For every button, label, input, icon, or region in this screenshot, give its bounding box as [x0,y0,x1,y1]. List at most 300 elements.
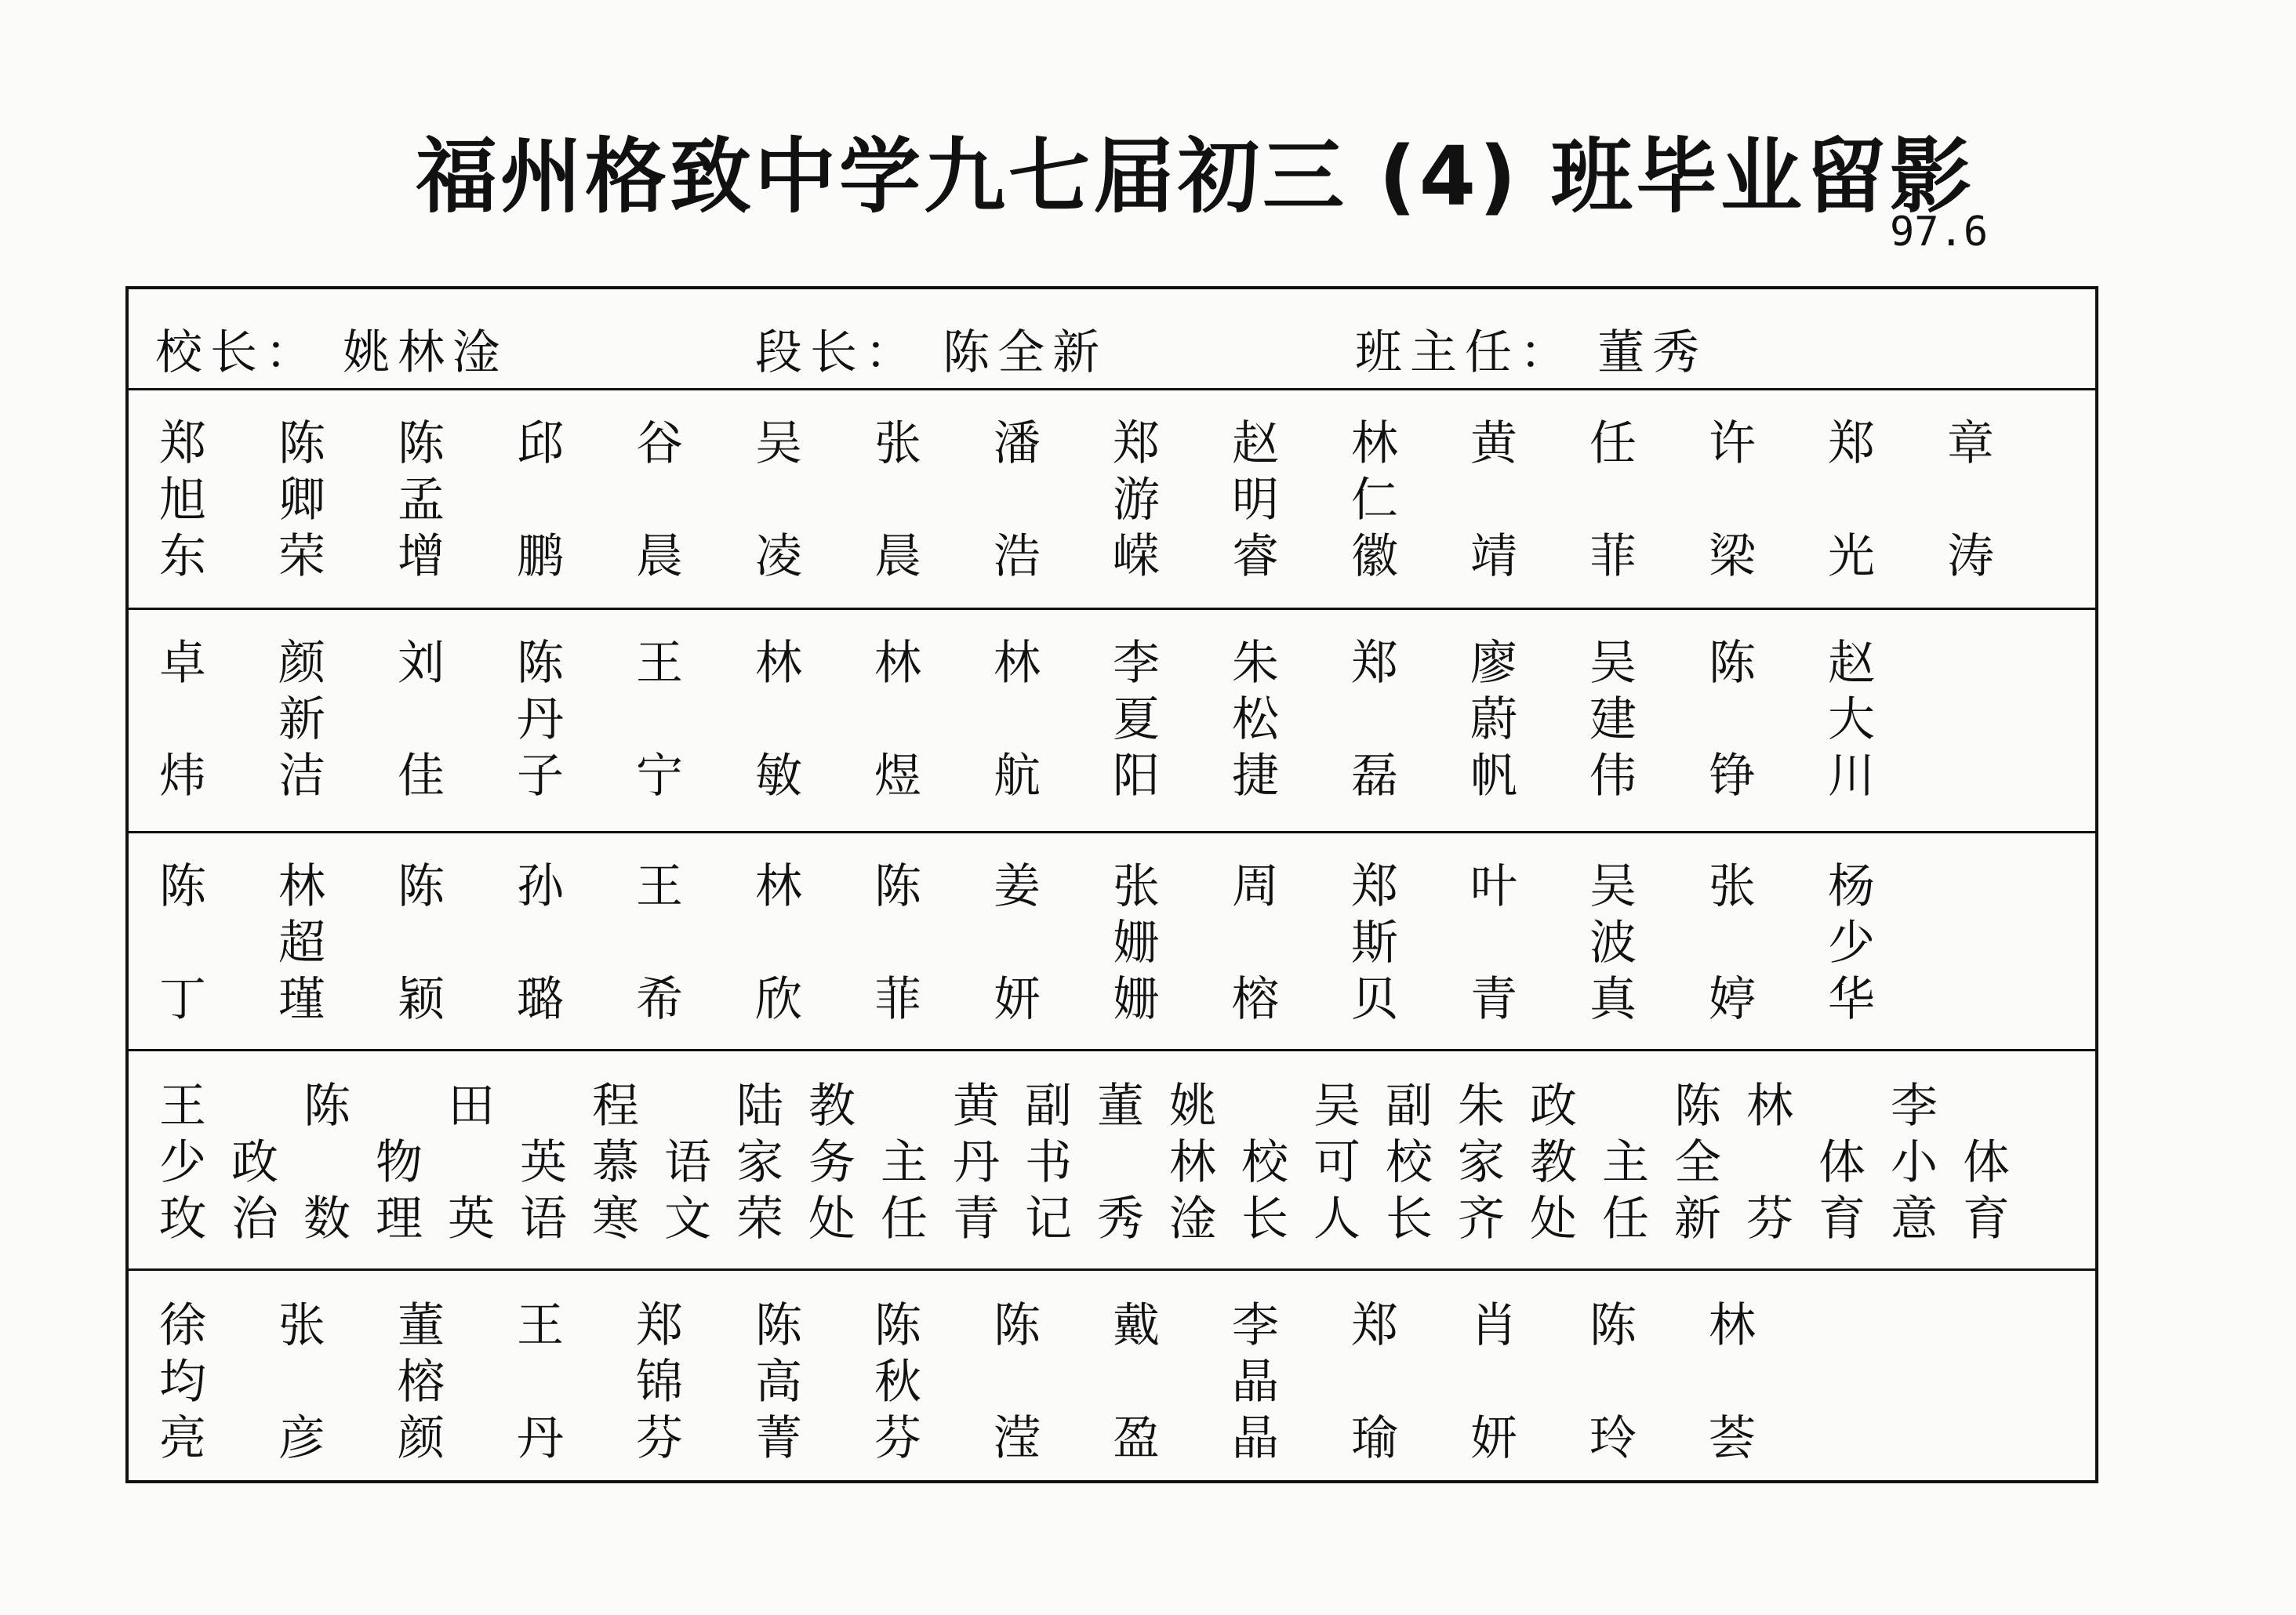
name-char [1584,1354,1642,1410]
teacher-char [659,1078,717,1134]
teacher-char: 陆 [736,1079,783,1134]
name-entry [392,416,450,585]
name-entry [1822,858,1880,1028]
teacher-char [298,1134,356,1191]
teacher-column [1813,1078,1871,1247]
teacher-char [1741,1134,1799,1191]
name-char [511,472,569,528]
name-char: 子 [517,749,564,804]
name-char: 锦 [636,1355,683,1410]
name-char: 陈 [398,859,445,914]
name-char: 鹏 [517,529,564,584]
name-char: 林 [1351,416,1398,471]
teacher-column [731,1078,789,1247]
name-char [1703,1354,1761,1410]
teacher-char: 吴 [1313,1079,1361,1134]
name-char: 颜 [278,636,325,691]
name-entry [869,635,927,804]
teacher-char: 数 [303,1192,351,1247]
teacher-char: 朱 [1458,1079,1505,1134]
name-char: 郑 [1351,1298,1398,1353]
name-entry [750,416,808,585]
teacher-char [1597,1078,1655,1134]
name-entry [1822,635,1880,804]
teacher-column [947,1078,1005,1247]
name-entry [630,858,688,1028]
name-char: 磊 [1351,749,1398,804]
teacher-char: 青 [953,1192,1000,1247]
name-char: 戴 [1113,1298,1160,1353]
name-char [154,691,212,748]
name-entry [630,416,688,585]
name-char: 陈 [1709,636,1756,691]
name-char: 姗 [1113,916,1160,971]
teacher-char: 李 [1891,1079,1938,1134]
teacher-char: 陈 [1674,1079,1721,1134]
name-char [750,691,808,748]
name-char: 肖 [1470,1298,1517,1353]
name-char: 王 [517,1298,564,1353]
name-char: 章 [1947,416,1994,471]
name-entry [511,416,569,585]
name-char: 榕 [1232,972,1279,1027]
teacher-char: 体 [1963,1135,2010,1190]
name-char: 游 [1113,473,1160,528]
teacher-column [1164,1078,1222,1247]
name-char [630,915,688,971]
name-char: 涛 [1947,529,1994,584]
divider [125,1268,2098,1271]
name-char: 赵 [1828,636,1875,691]
teacher-char [226,1078,284,1134]
teacher-char: 育 [1963,1192,2010,1247]
name-char [154,915,212,971]
name-char [988,915,1046,971]
name-char: 凌 [755,529,802,584]
name-char [869,691,927,748]
name-char: 斯 [1351,916,1398,971]
name-char: 菲 [874,972,921,1027]
name-char: 郑 [1351,859,1398,914]
name-entry [1822,416,1880,585]
name-char: 新 [278,692,325,747]
name-char: 真 [1589,972,1637,1027]
page-title: 福州格致中学九七届初三 (4) 班毕业留影 [416,129,1974,224]
name-char [988,472,1046,528]
name-char: 建 [1589,692,1637,747]
name-entry [1703,416,1761,585]
name-entry [273,416,331,585]
name-entry [988,1297,1046,1467]
name-char: 炜 [159,749,206,804]
teacher-column [1669,1078,1727,1247]
name-char [1703,691,1761,748]
name-entry [1346,858,1404,1028]
name-char: 晨 [636,529,683,584]
teacher-char: 教 [808,1079,856,1134]
name-char: 林 [994,636,1041,691]
name-char: 超 [278,916,325,971]
name-entry [750,1297,808,1467]
name-char [750,472,808,528]
name-char: 赵 [1232,416,1279,471]
teacher-char [1236,1078,1294,1134]
teacher-char: 处 [1530,1192,1577,1247]
name-char: 许 [1709,416,1756,471]
name-char [1107,1354,1165,1410]
name-char: 徐 [159,1298,206,1353]
name-char: 盈 [1113,1411,1160,1466]
name-char: 郑 [636,1298,683,1353]
name-char: 晶 [1232,1355,1279,1410]
name-char: 廖 [1470,636,1517,691]
teacher-column [1524,1078,1582,1247]
name-char [750,915,808,971]
name-entry [1584,635,1642,804]
teacher-char: 程 [592,1079,639,1134]
name-char: 王 [636,636,683,691]
name-entry [392,635,450,804]
name-char: 丁 [159,972,206,1027]
name-char: 姜 [994,859,1041,914]
name-char [988,691,1046,748]
teacher-char: 记 [1025,1192,1072,1247]
name-char: 贝 [1351,972,1398,1027]
name-entry [273,635,331,804]
teacher-column [1380,1078,1438,1247]
name-entry [750,635,808,804]
name-char: 陈 [874,1298,921,1353]
teacher-column [587,1078,645,1247]
name-char: 川 [1828,749,1875,804]
name-char: 洁 [278,749,325,804]
teacher-char: 政 [1530,1079,1577,1134]
name-char: 邱 [517,416,564,471]
name-char: 瑾 [278,972,325,1027]
name-entry [869,416,927,585]
name-entry [869,858,927,1028]
teacher-char: 荣 [736,1192,783,1247]
name-entry [1226,635,1284,804]
teacher-column [1741,1078,1799,1247]
teacher-char: 齐 [1458,1192,1505,1247]
name-char [869,915,927,971]
name-entry [1942,416,2000,585]
teacher-char: 理 [376,1192,423,1247]
teacher-char: 教 [1530,1135,1577,1190]
teacher-char: 处 [808,1192,856,1247]
name-char: 叶 [1470,859,1517,914]
name-char [1226,915,1284,971]
name-char: 陈 [874,859,921,914]
name-char [1465,915,1523,971]
name-char: 吴 [1589,636,1637,691]
teacher-column [1092,1078,1150,1247]
name-char: 林 [278,859,325,914]
name-char: 孟 [398,473,445,528]
name-char: 朱 [1232,636,1279,691]
teacher-column [1308,1078,1366,1247]
name-char: 卓 [159,636,206,691]
name-char: 任 [1589,416,1637,471]
teacher-char: 物 [376,1135,423,1190]
name-char: 明 [1232,473,1279,528]
name-char: 郑 [1113,416,1160,471]
name-entry [273,858,331,1028]
teacher-char: 寒 [592,1192,639,1247]
name-char: 陈 [278,416,325,471]
name-entry [154,635,212,804]
name-char: 菲 [1589,529,1637,584]
name-entry [511,635,569,804]
name-char: 旭 [159,473,206,528]
teacher-column [1957,1078,2015,1247]
name-char: 青 [1470,972,1517,1027]
name-entry [1703,1297,1761,1467]
name-char: 荣 [278,529,325,584]
name-char: 嵘 [1113,529,1160,584]
name-char: 少 [1828,916,1875,971]
name-char: 滢 [994,1411,1041,1466]
name-entry [1226,416,1284,585]
teacher-char: 慕 [592,1135,639,1190]
name-entry [1584,416,1642,585]
teacher-column [226,1078,284,1247]
name-char: 孙 [517,859,564,914]
name-entry [273,1297,331,1467]
teacher-char: 语 [664,1135,711,1190]
name-char: 董 [398,1298,445,1353]
teacher-char: 务 [808,1135,856,1190]
name-entry [1465,635,1523,804]
name-entry [1703,858,1761,1028]
teacher-char [1957,1078,2015,1134]
name-entry [1226,858,1284,1028]
name-char: 黄 [1470,416,1517,471]
teacher-char: 任 [881,1192,928,1247]
name-char: 晨 [874,529,921,584]
teacher-char: 校 [1241,1135,1288,1190]
name-char: 浩 [994,529,1041,584]
name-char: 夏 [1113,692,1160,747]
teacher-char: 体 [1818,1135,1866,1190]
name-entry [1107,1297,1165,1467]
name-char [392,691,450,748]
name-char: 铮 [1709,749,1756,804]
name-char: 芬 [874,1411,921,1466]
name-char: 佳 [398,749,445,804]
name-entry [1584,1297,1642,1467]
name-entry [630,1297,688,1467]
teacher-column [1236,1078,1294,1247]
teacher-char [514,1078,572,1134]
name-char: 增 [398,529,445,584]
name-entry [154,858,212,1028]
teacher-char: 田 [448,1079,495,1134]
name-char [630,691,688,748]
teacher-column [1597,1078,1655,1247]
name-char: 捷 [1232,749,1279,804]
name-char [1346,1354,1404,1410]
name-char: 蔚 [1470,692,1517,747]
name-char: 郑 [1351,636,1398,691]
name-char: 陈 [517,636,564,691]
teacher-column [514,1078,572,1247]
name-char: 吴 [755,416,802,471]
name-char: 亮 [159,1411,206,1466]
name-entry [1465,1297,1523,1467]
name-char: 吴 [1589,859,1637,914]
name-char: 荟 [1709,1411,1756,1466]
name-entry [1465,416,1523,585]
teacher-char: 长 [1386,1192,1433,1247]
name-char: 林 [1709,1298,1756,1353]
teacher-char: 可 [1313,1135,1361,1190]
name-char: 林 [755,859,802,914]
name-char: 潘 [994,416,1041,471]
teacher-char: 英 [448,1192,495,1247]
teacher-char: 董 [1097,1079,1144,1134]
photo-date: 97.6 [1890,209,1989,256]
name-char: 瑜 [1351,1411,1398,1466]
name-char: 杨 [1828,859,1875,914]
name-char: 张 [1709,859,1756,914]
teacher-char: 意 [1891,1192,1938,1247]
name-char [511,1354,569,1410]
name-char: 阳 [1113,749,1160,804]
name-char: 郑 [159,416,206,471]
teacher-column [803,1078,861,1247]
name-char: 希 [636,972,683,1027]
teacher-char: 少 [159,1135,206,1190]
name-char: 妍 [1470,1411,1517,1466]
teacher-char: 玫 [159,1192,206,1247]
name-entry [1584,858,1642,1028]
name-char: 徽 [1351,529,1398,584]
name-char: 东 [159,529,206,584]
name-char: 高 [755,1355,802,1410]
name-char: 谷 [636,416,683,471]
teacher-char [370,1078,428,1134]
teacher-char: 人 [1313,1192,1361,1247]
name-char [1465,1354,1523,1410]
name-char [1942,472,2000,528]
teacher-column [1452,1078,1510,1247]
name-entry [1226,1297,1284,1467]
name-char: 芬 [636,1411,683,1466]
teacher-char: 长 [1241,1192,1288,1247]
name-entry [1346,1297,1404,1467]
name-char: 姗 [1113,972,1160,1027]
name-char [1822,472,1880,528]
name-char: 大 [1828,692,1875,747]
name-entry [392,1297,450,1467]
name-char: 妍 [994,972,1041,1027]
name-char: 李 [1113,636,1160,691]
name-entry [1107,416,1165,585]
teacher-char: 王 [159,1079,206,1134]
name-entry [511,1297,569,1467]
name-char: 颖 [398,972,445,1027]
name-char: 欣 [755,972,802,1027]
name-entry [154,1297,212,1467]
principal-label: 校长： 姚林淦 [155,325,508,380]
name-char [1703,915,1761,971]
name-char [1584,472,1642,528]
divider [125,1049,2098,1051]
name-char: 波 [1589,916,1637,971]
name-char: 周 [1232,859,1279,914]
name-char [1465,472,1523,528]
divider [125,608,2098,610]
name-entry [1107,635,1165,804]
name-char: 陈 [1589,1298,1637,1353]
name-char: 张 [874,416,921,471]
teacher-char: 黄 [953,1079,1000,1134]
teacher-char: 陈 [303,1079,351,1134]
name-char: 陈 [398,416,445,471]
name-char: 陈 [159,859,206,914]
name-char: 郑 [1828,416,1875,471]
name-char: 张 [1113,859,1160,914]
teacher-column [370,1078,428,1247]
teacher-column [1019,1078,1077,1247]
name-char: 林 [874,636,921,691]
name-char [988,1354,1046,1410]
teacher-char: 语 [520,1192,567,1247]
teacher-char: 小 [1891,1135,1938,1190]
name-char [273,1354,331,1410]
grade-head-label: 段长： 陈全新 [755,325,1108,380]
teacher-char: 校 [1386,1135,1433,1190]
teacher-char [1813,1078,1871,1134]
teacher-char: 书 [1025,1135,1072,1190]
name-char: 丹 [517,1411,564,1466]
teacher-column [298,1078,356,1247]
name-char: 丹 [517,692,564,747]
teacher-char: 林 [1169,1135,1216,1190]
teacher-column [659,1078,717,1247]
teacher-char: 任 [1602,1192,1649,1247]
name-char: 靖 [1470,529,1517,584]
teacher-char: 文 [664,1192,711,1247]
name-char: 睿 [1232,529,1279,584]
teacher-char: 家 [736,1135,783,1190]
name-char: 璐 [517,972,564,1027]
name-char: 伟 [1589,749,1637,804]
name-char: 均 [159,1355,206,1410]
name-char: 晶 [1232,1411,1279,1466]
teacher-char: 芬 [1746,1192,1793,1247]
name-entry [988,635,1046,804]
teacher-char: 英 [520,1135,567,1190]
name-char: 林 [755,636,802,691]
name-char: 秋 [874,1355,921,1410]
teacher-char: 林 [1746,1079,1793,1134]
name-char: 王 [636,859,683,914]
name-entry [1346,416,1404,585]
teacher-char: 淦 [1169,1192,1216,1247]
name-char [392,915,450,971]
name-entry [750,858,808,1028]
name-char: 松 [1232,692,1279,747]
name-char: 梁 [1709,529,1756,584]
name-char [1346,691,1404,748]
name-entry [869,1297,927,1467]
name-char: 玲 [1589,1411,1637,1466]
name-entry [1107,858,1165,1028]
name-char: 宁 [636,749,683,804]
